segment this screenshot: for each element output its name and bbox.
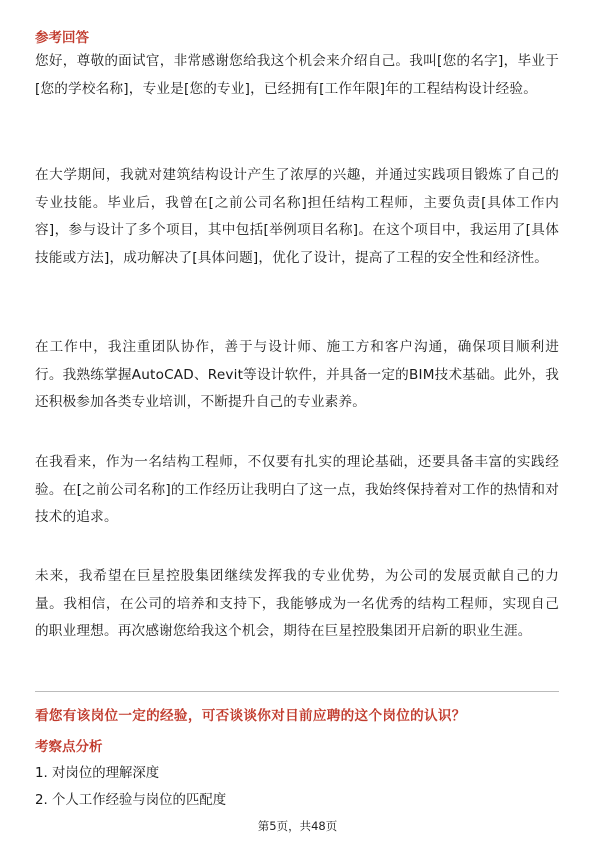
analysis-heading: 考察点分析 — [35, 739, 103, 755]
reference-answer-heading: 参考回答 — [35, 30, 89, 46]
answer-paragraph-2: 在大学期间，我就对建筑结构设计产生了浓厚的兴趣，并通过实践项目锻炼了自己的专业技能。毕业后，我曾在[之前公司名称]担任结构工程师，主要负责[具体工作内容]，参与设计了多个项目，其中包括[举例项目名称]。在这个项目中，我运用了[具体技能或方法]，成功解决了[具体问题]，优化了设计，提高了工程的安全性和经济性。 — [35, 167, 559, 266]
interview-question: 看您有该岗位一定的经验，可否谈谈你对目前应聘的这个岗位的认识？ — [35, 708, 466, 724]
analysis-point-2: 2. 个人工作经验与岗位的匹配度 — [35, 793, 227, 808]
answer-paragraph-5: 未来，我希望在巨星控股集团继续发挥我的专业优势，为公司的发展贡献自己的力量。我相信，在公司的培养和支持下，我能够成为一名优秀的结构工程师，实现自己的职业理想。再次感谢您给我这个机会，期待在巨星控股集团开启新的职业生涯。 — [35, 568, 559, 639]
analysis-point-1: 1. 对岗位的理解深度 — [35, 766, 160, 781]
page-footer: 第5页，共48页 — [257, 819, 338, 833]
answer-paragraph-4: 在我看来，作为一名结构工程师，不仅要有扎实的理论基础，还要具备丰富的实践经验。在[之前公司名称]的工作经历让我明白了这一点，我始终保持着对工作的热情和对技术的追求。 — [35, 454, 559, 525]
section-divider — [35, 691, 559, 692]
answer-paragraph-3: 在工作中，我注重团队协作，善于与设计师、施工方和客户沟通，确保项目顺利进行。我熟练掌握AutoCAD、Revit等设计软件，并具备一定的BIM技术基础。此外，我还积极参加各类专业培训，不断提升自己的专业素养。 — [35, 339, 559, 410]
answer-paragraph-1: 您好，尊敬的面试官，非常感谢您给我这个机会来介绍自己。我叫[您的名字]，毕业于[您的学校名称]，专业是[您的专业]，已经拥有[工作年限]年的工程结构设计经验。 — [35, 53, 559, 97]
